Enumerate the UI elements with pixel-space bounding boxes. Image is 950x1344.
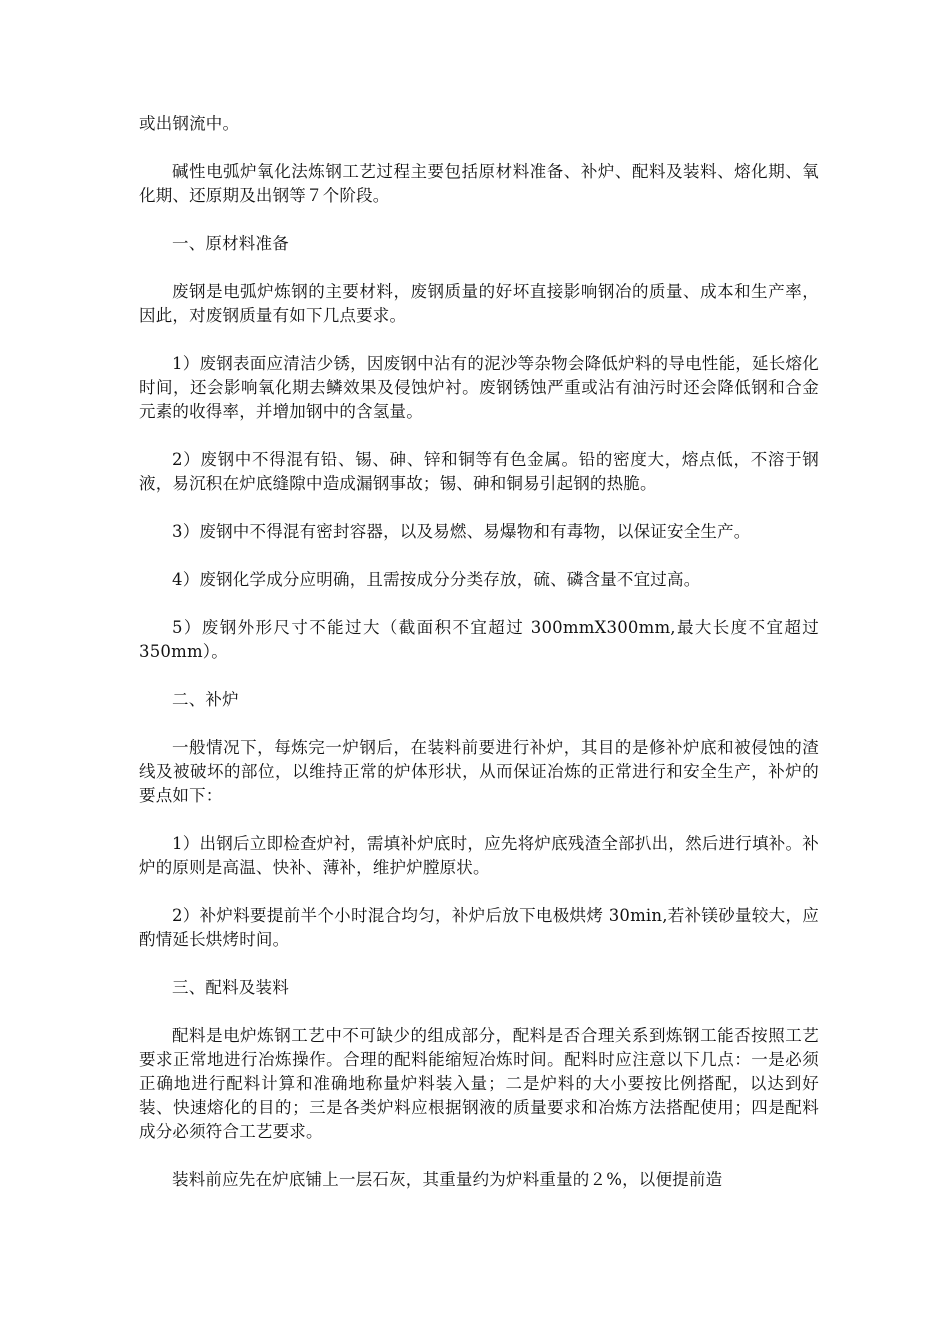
section-heading-furnace-repair: 二、补炉 xyxy=(172,690,239,709)
paragraph-scrap-steel: 废钢是电弧炉炼钢的主要材料，废钢质量的好坏直接影响钢冶的质量、成本和生产率，因此，对废钢质量有如下几点要求。 xyxy=(139,282,819,325)
list-item-4: 4）废钢化学成分应明确，且需按成分分类存放，硫、磷含量不宜过高。 xyxy=(172,570,701,589)
paragraph-furnace-repair: 一般情况下，每炼完一炉钢后，在装料前要进行补炉，其目的是修补炉底和被侵蚀的渣线及被破坏的部位，以维持正常的炉体形状，从而保证冶炼的正常进行和安全生产，补炉的要点如下： xyxy=(139,738,819,805)
section-heading-raw-materials: 一、原材料准备 xyxy=(172,234,289,253)
repair-item-2: 2）补炉料要提前半个小时混合均匀，补炉后放下电极烘烤 30min,若补镁砂量较大，应酌情延长烘烤时间。 xyxy=(139,906,819,949)
list-item-1: 1）废钢表面应清洁少锈，因废钢中沾有的泥沙等杂物会降低炉料的导电性能，延长熔化时间，还会影响氧化期去鳞效果及侵蚀炉衬。废钢锈蚀严重或沾有油污时还会降低钢和合金元素的收得率，并增加钢中的含氢量。 xyxy=(139,354,819,421)
document-body xyxy=(139,112,819,1216)
paragraph-batching: 配料是电炉炼钢工艺中不可缺少的组成部分，配料是否合理关系到炼钢工能否按照工艺要求正常地进行冶炼操作。合理的配料能缩短冶炼时间。配料时应注意以下几点：一是必须正确地进行配料计算和准确地称量炉料装入量；二是炉料的大小要按比例搭配，以达到好装、快速熔化的目的；三是各类炉料应根据钢液的质量要求和冶炼方法搭配使用；四是配料成分必须符合工艺要求。 xyxy=(139,1026,819,1141)
paragraph-intro: 碱性电弧炉氧化法炼钢工艺过程主要包括原材料准备、补炉、配料及装料、熔化期、氧化期、还原期及出钢等７个阶段。 xyxy=(139,162,819,205)
list-item-2: 2）废钢中不得混有铅、锡、砷、锌和铜等有色金属。铅的密度大，熔点低，不溶于钢液，易沉积在炉底缝隙中造成漏钢事故；锡、砷和铜易引起钢的热脆。 xyxy=(139,450,819,493)
repair-item-1: 1）出钢后立即检查炉衬，需填补炉底时，应先将炉底残渣全部扒出，然后进行填补。补炉的原则是高温、快补、薄补，维护炉膛原状。 xyxy=(139,834,819,877)
paragraph-charging: 装料前应先在炉底铺上一层石灰，其重量约为炉料重量的２%，以便提前造 xyxy=(172,1170,723,1189)
section-heading-batching: 三、配料及装料 xyxy=(172,978,289,997)
list-item-3: 3）废钢中不得混有密封容器，以及易燃、易爆物和有毒物，以保证安全生产。 xyxy=(172,522,751,541)
list-item-5: 5）废钢外形尺寸不能过大（截面积不宜超过 300mmX300mm,最大长度不宜超过 350mm）。 xyxy=(139,618,819,661)
paragraph-continuation: 或出钢流中。 xyxy=(139,114,240,133)
